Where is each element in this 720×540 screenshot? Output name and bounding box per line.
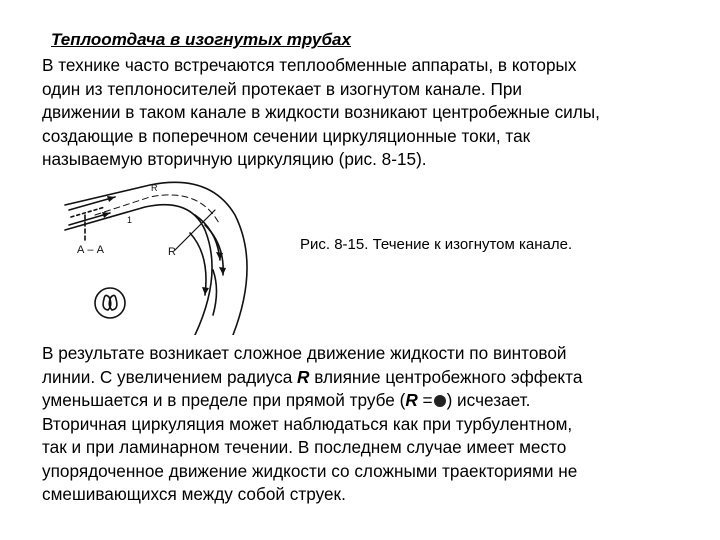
arrow-head	[107, 196, 115, 202]
radius-symbol: R	[405, 390, 418, 410]
text-line: смешивающихся между собой струек.	[42, 484, 346, 504]
infinity-symbol-icon	[434, 395, 446, 407]
intro-paragraph	[42, 54, 600, 172]
text-line: В технике часто встречаются теплообменные аппараты, в которых	[42, 55, 577, 75]
text-span: влияние центробежного эффекта	[309, 366, 583, 387]
section-label: А – А	[77, 244, 104, 256]
arrow-head	[202, 287, 209, 295]
text-line: Вторичная циркуляция может наблюдаться как при турбулентном,	[42, 413, 573, 434]
text-line	[42, 366, 582, 390]
radius-symbol: R	[297, 366, 310, 387]
text-line: так и при ламинарном течении. В последнем случае имеет место	[42, 437, 567, 457]
result-paragraph	[42, 342, 582, 507]
text-line: В результате возникает сложное движение жидкости по винтовой	[42, 343, 567, 363]
text-span: уменьшается и в пределе при прямой трубе (	[42, 390, 406, 410]
text-line: один из теплоносителей протекает в изогнутом канале. При	[42, 78, 523, 99]
text-line: движении в таком канале в жидкости возникают центробежные силы,	[42, 102, 600, 122]
arrow-head	[219, 267, 226, 275]
figure-caption: Рис. 8-15. Течение к изогнутом канале.	[300, 236, 573, 253]
text-span: ) исчезает.	[446, 390, 531, 410]
secondary-flow-arrow	[190, 233, 206, 295]
page-title: Теплоотдача в изогнутых трубах	[51, 30, 351, 49]
inner-wall	[65, 205, 212, 335]
radius-label: R	[168, 246, 176, 258]
curved-channel-figure	[55, 175, 295, 335]
section-number: 1	[127, 215, 133, 225]
text-span: =	[417, 390, 433, 410]
radius-label-small: R	[151, 183, 158, 193]
text-line: упорядоченное движение жидкости со сложными траекториями не	[42, 460, 578, 481]
secondary-flow-arrow	[213, 270, 217, 315]
text-line: называемую вторичную циркуляцию (рис. 8-15).	[42, 149, 427, 169]
text-line	[42, 389, 582, 413]
text-span: линии. С увеличением радиуса	[42, 366, 298, 387]
text-line: создающие в поперечном сечении циркуляционные токи, так	[42, 125, 531, 146]
